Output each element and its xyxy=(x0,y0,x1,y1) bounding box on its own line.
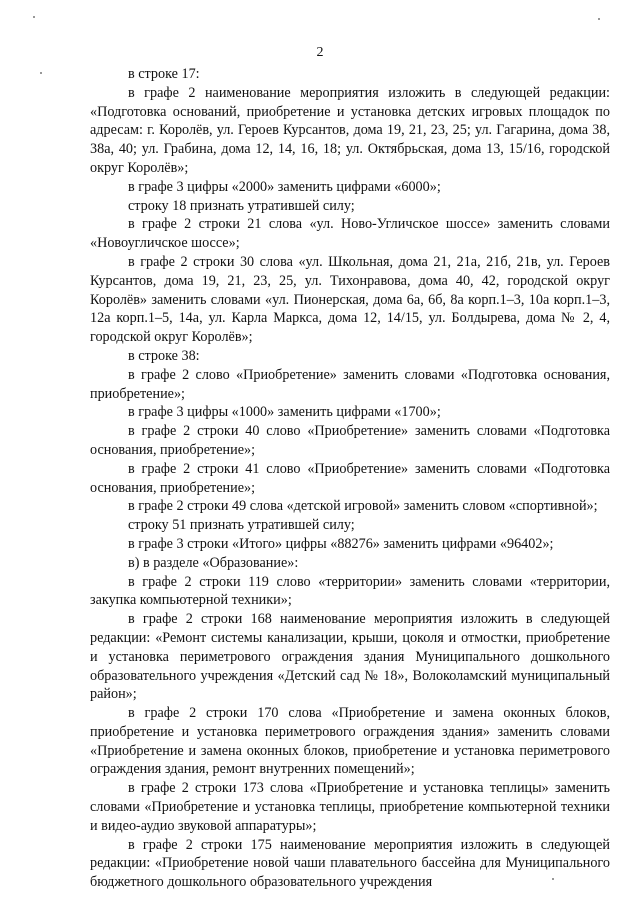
page-number: 2 xyxy=(316,45,324,60)
paragraph-line-41-edit: в графе 2 строки 41 слово «Приобретение» заменить словами «Подготовка основания, приобретение»; xyxy=(90,460,610,496)
paragraph-line-40-edit: в графе 2 строки 40 слово «Приобретение» заменить словами «Подготовка основания, приобретение»; xyxy=(90,423,610,458)
paragraph-line-38: в строке 38: xyxy=(128,347,200,364)
paragraph-figures-1700: в графе 3 цифры «1000» заменить цифрами «1700»; xyxy=(128,404,441,421)
scan-speck xyxy=(33,16,35,18)
paragraph-line-51-void: строку 51 признать утратившей силу; xyxy=(128,517,355,534)
paragraph-line-49-edit: в графе 2 строки 49 слова «детской игровой» заменить словом «спортивной»; xyxy=(128,498,598,515)
scan-speck xyxy=(552,878,554,880)
document-body xyxy=(90,65,610,892)
paragraph-line-21-edit: в графе 2 строки 21 слова «ул. Ново-Угличское шоссе» заменить словами «Новоугличское шоссе»; xyxy=(90,216,610,252)
paragraph-section-education: в) в разделе «Образование»: xyxy=(128,554,299,571)
paragraph-line-170-edit: в графе 2 строки 170 слова «Приобретение и замена оконных блоков, приобретение и установка периметрового ограждения здания» заменить словами «Приобретение и замена оконных блоков, приобретение и установка периметрового ограждения здания, ремонт внутренних помещений»; xyxy=(90,705,610,778)
paragraph-figures-6000: в графе 3 цифры «2000» заменить цифрами «6000»; xyxy=(128,178,441,195)
paragraph-line-119-edit: в графе 2 строки 119 слово «территории» заменить словами «территории, закупка компьютерной техники»; xyxy=(90,573,610,609)
scan-speck xyxy=(40,72,42,74)
paragraph-line-18-void: строку 18 признать утратившей силу; xyxy=(128,197,355,214)
paragraph-line-30-edit: в графе 2 строки 30 слова «ул. Школьная, дома 21, 21а, 21б, 21в, ул. Героев Курсантов, дома 19, 21, 23, 25, ул. Тихонравова, дома 40, 42, городской округ Королёв» заменить словами «ул. Пионерская, дома 6а, 6б, 8а корп.1–3, 10а корп.1–3, 12а корп.1–5, 14а, ул. Карла Маркса, дома 12, 14/15, ул. Болдырева, дома № 2, 4, городской округ Королёв»; xyxy=(90,253,610,346)
paragraph-line-175-edit: в графе 2 строки 175 наименование мероприятия изложить в следующей редакции: «Приобретение новой чаши плавательного бассейна для Муниципального бюджетного дошкольного образовательного учреждения xyxy=(90,836,610,891)
scan-speck xyxy=(598,18,600,20)
paragraph-line-17: в строке 17: xyxy=(128,66,200,82)
paragraph-playgrounds-edit: в графе 2 наименование мероприятия изложить в следующей редакции: «Подготовка оснований, приобретение и установка детских игровых площадок по адресам: г. Королёв, ул. Героев Курсантов, дома 19, 21, 23, 25; ул. Гагарина, дома 38, 38а, 40; ул. Грабина, дома 12, 14, 16, 18; ул. Октябрьская, дома 13, 15/16, городской округ Королёв»; xyxy=(90,84,610,176)
paragraph-total-edit: в графе 3 строки «Итого» цифры «88276» заменить цифрами «96402»; xyxy=(128,535,554,552)
paragraph-line-38-word: в графе 2 слово «Приобретение» заменить словами «Подготовка основания, приобретение»; xyxy=(90,366,610,402)
paragraph-line-173-edit: в графе 2 строки 173 слова «Приобретение и установка теплицы» заменить словами «Приобретение и установка теплицы, приобретение компьютерной техники и видео-аудио звуковой аппаратуры»; xyxy=(90,780,610,834)
paragraph-line-168-edit: в графе 2 строки 168 наименование мероприятия изложить в следующей редакции: «Ремонт системы канализации, крыши, цоколя и отмостки, приобретение и установка периметрового ограждения здания Муниципального дошкольного образовательного учреждения «Детский сад № 18», Волоколамский муниципальный район»; xyxy=(90,611,610,703)
